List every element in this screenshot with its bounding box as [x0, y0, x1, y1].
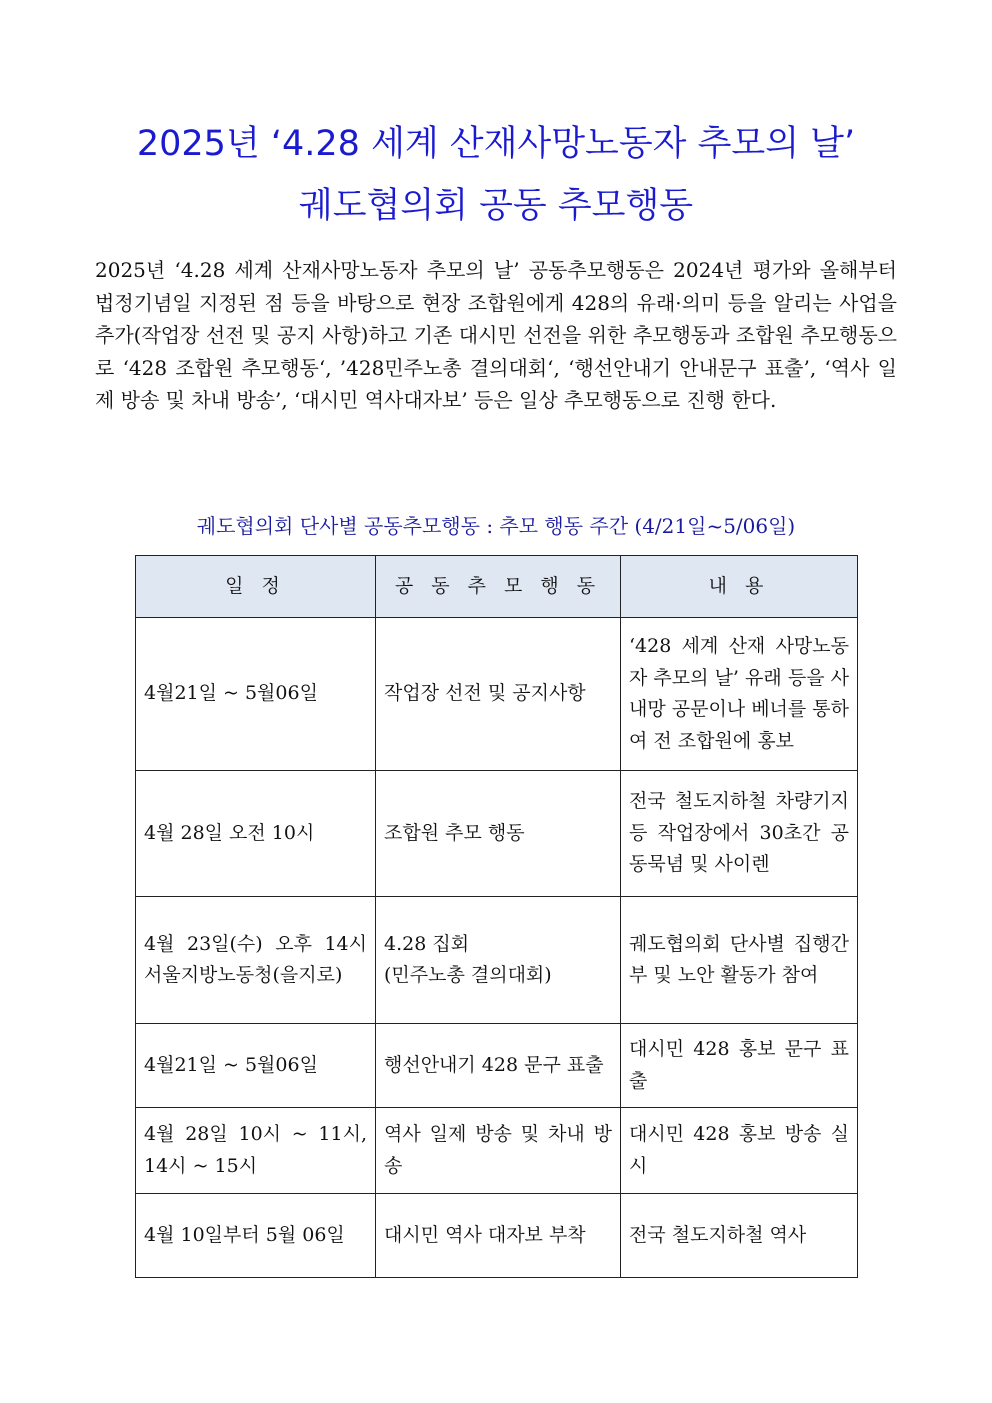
- table-header-row: [136, 556, 858, 618]
- table-row: [136, 771, 858, 897]
- body-paragraph: 2025년 ‘4.28 세계 산재사망노동자 추모의 날’ 공동추모행동은 2024년 평가와 올해부터 법정기념일 지정된 점 등을 바탕으로 현장 조합원에게 428의 유래·의미 등을 알리는 사업을 추가(작업장 선전 및 공지 사항)하고 기존 대시민 선전을 위한 추모행동과 조합원 추모행동으로 ‘428 조합원 추모행동‘, ’428민주노총 결의대회‘, ‘행선안내기 안내문구 표출’, ‘역사 일제 방송 및 차내 방송’, ‘대시민 역사대자보’ 등은 일상 추모행동으로 진행 한다.: [95, 258, 897, 412]
- cell-schedule: 4월 23일(수) 오후 14시 서울지방노동청(을지로): [136, 897, 376, 1024]
- cell-content: ‘428 세계 산재 사망노동자 추모의 날’ 유래 등을 사내망 공문이나 베너를 통하여 전 조합원에 홍보: [621, 618, 858, 771]
- table-caption: 궤도협의회 단사별 공동추모행동 : 추모 행동 주간 (4/21일~5/06일): [196, 514, 796, 538]
- cell-schedule: 4월21일 ~ 5월06일: [136, 1024, 376, 1108]
- cell-content: 대시민 428 홍보 방송 실시: [621, 1108, 858, 1194]
- cell-action: 4.28 집회 (민주노총 결의대회): [376, 897, 621, 1024]
- cell-schedule: 4월 28일 오전 10시: [136, 771, 376, 897]
- cell-action: 행선안내기 428 문구 표출: [376, 1024, 621, 1108]
- cell-action: 대시민 역사 대자보 부착: [376, 1194, 621, 1278]
- header-content: 내 용: [621, 556, 858, 618]
- cell-action: 조합원 추모 행동: [376, 771, 621, 897]
- cell-schedule: 4월21일 ~ 5월06일: [136, 618, 376, 771]
- table-row: [136, 1024, 858, 1108]
- header-action: 공 동 추 모 행 동: [376, 556, 621, 618]
- cell-schedule: 4월 10일부터 5월 06일: [136, 1194, 376, 1278]
- cell-content: 궤도협의회 단사별 집행간부 및 노안 활동가 참여: [621, 897, 858, 1024]
- cell-content: 대시민 428 홍보 문구 표출: [621, 1024, 858, 1108]
- table-row: [136, 618, 858, 771]
- cell-action: 작업장 선전 및 공지사항: [376, 618, 621, 771]
- schedule-table: [135, 555, 858, 1278]
- table-row: [136, 897, 858, 1024]
- table-row: [136, 1108, 858, 1194]
- cell-content: 전국 철도지하철 역사: [621, 1194, 858, 1278]
- title-line-2: 궤도협의회 공동 추모행동: [298, 186, 694, 226]
- header-schedule: 일 정: [136, 556, 376, 618]
- cell-schedule: 4월 28일 10시 ~ 11시, 14시 ~ 15시: [136, 1108, 376, 1194]
- cell-action: 역사 일제 방송 및 차내 방송: [376, 1108, 621, 1194]
- table-row: [136, 1194, 858, 1278]
- cell-content: 전국 철도지하철 차량기지 등 작업장에서 30초간 공동묵념 및 사이렌: [621, 771, 858, 897]
- title-line-1: 2025년 ‘4.28 세계 산재사망노동자 추모의 날’: [136, 124, 856, 164]
